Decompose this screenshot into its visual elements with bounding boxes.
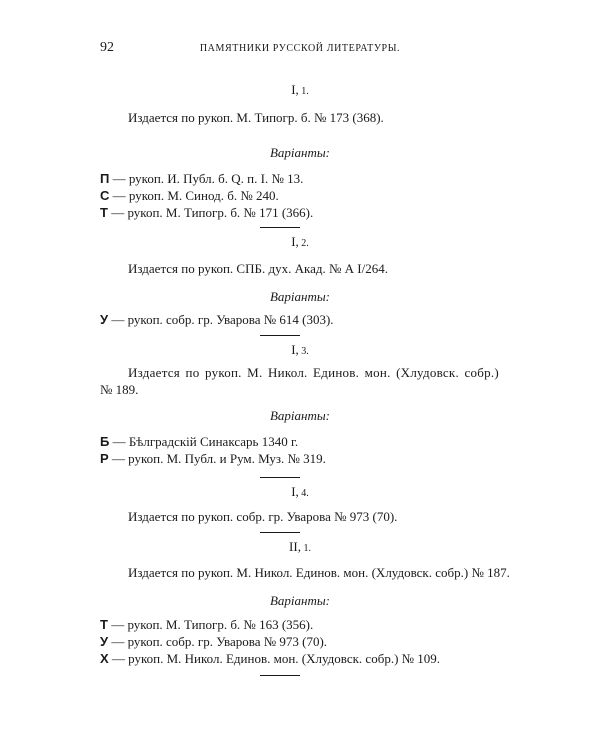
source-note: Издается по рукоп. М. Никол. Единов. мон. (Хлудовск. собр.) bbox=[128, 365, 499, 380]
variant-siglum: Т bbox=[100, 617, 108, 632]
variant-text: — рукоп. собр. гр. Уварова № 973 (70). bbox=[108, 634, 328, 649]
variant-text: — рукоп. М. Типогр. б. № 171 (366). bbox=[107, 205, 314, 220]
section-divider bbox=[260, 335, 300, 336]
variant-text: — рукоп. М. Синод. б. № 240. bbox=[109, 188, 279, 203]
variant-siglum: У bbox=[100, 312, 109, 327]
variant-siglum: Т bbox=[100, 205, 108, 220]
source-note: Издается по рукоп. М. Типогр. б. № 173 (368). bbox=[128, 110, 384, 125]
variants-label: Варіанты: bbox=[269, 289, 331, 304]
section-heading-subnumber: 1. bbox=[298, 86, 309, 97]
section-divider bbox=[260, 675, 300, 676]
section-heading-subnumber: 3. bbox=[298, 346, 309, 357]
section-heading-number: I, bbox=[291, 234, 299, 249]
variant-text: — рукоп. собр. гр. Уварова № 614 (303). bbox=[108, 312, 334, 327]
variant-entry bbox=[100, 651, 440, 667]
section-heading-subnumber: 4. bbox=[298, 488, 309, 499]
variant-entry bbox=[100, 634, 327, 650]
variant-entry bbox=[100, 171, 303, 187]
section-heading bbox=[0, 82, 600, 98]
source-note: Издается по рукоп. М. Никол. Единов. мон. (Хлудовск. собр.) № 187. bbox=[128, 565, 510, 580]
variant-entry bbox=[100, 434, 298, 450]
section-heading bbox=[0, 234, 600, 250]
variant-entry bbox=[100, 451, 326, 467]
variant-entry bbox=[100, 205, 313, 221]
variants-label: Варіанты: bbox=[269, 593, 331, 608]
section-divider bbox=[260, 227, 300, 228]
source-note: Издается по рукоп. собр. гр. Уварова № 973 (70). bbox=[128, 509, 398, 524]
section-heading-subnumber: 2. bbox=[298, 238, 309, 249]
variant-siglum: С bbox=[100, 188, 110, 203]
variant-text: — рукоп. М. Публ. и Рум. Муз. № 319. bbox=[108, 451, 326, 466]
section-heading-subnumber: 1. bbox=[300, 543, 311, 554]
variant-text: — рукоп. И. Публ. б. Q. п. I. № 13. bbox=[109, 171, 304, 186]
variant-entry bbox=[100, 617, 313, 633]
page-number: 92 bbox=[100, 40, 114, 55]
variant-siglum: Б bbox=[100, 434, 110, 449]
section-divider bbox=[260, 532, 300, 533]
source-note-continuation: № 189. bbox=[100, 382, 139, 397]
variant-siglum: П bbox=[100, 171, 110, 186]
section-heading bbox=[0, 484, 600, 500]
variant-entry bbox=[100, 312, 334, 328]
variant-text: — рукоп. М. Типогр. б. № 163 (356). bbox=[107, 617, 314, 632]
source-note: Издается по рукоп. СПБ. дух. Акад. № А I/264. bbox=[128, 261, 388, 276]
variant-siglum: У bbox=[100, 634, 109, 649]
section-heading-number: I, bbox=[291, 484, 299, 499]
section-heading bbox=[0, 342, 600, 358]
variant-entry bbox=[100, 188, 279, 204]
section-heading-number: I, bbox=[291, 82, 299, 97]
section-heading bbox=[0, 539, 600, 555]
variants-label: Варіанты: bbox=[269, 145, 331, 160]
variant-siglum: Р bbox=[100, 451, 109, 466]
variants-label: Варіанты: bbox=[269, 408, 331, 423]
variant-text: — Бѣлградскій Синаксарь 1340 г. bbox=[109, 434, 299, 449]
section-heading-number: II, bbox=[289, 539, 301, 554]
section-divider bbox=[260, 477, 300, 478]
variant-siglum: Х bbox=[100, 651, 109, 666]
variant-text: — рукоп. М. Никол. Единов. мон. (Хлудовск. собр.) № 109. bbox=[108, 651, 441, 666]
section-heading-number: I, bbox=[291, 342, 299, 357]
running-title: ПАМЯТНИКИ РУССКОЙ ЛИТЕРАТУРЫ. bbox=[199, 43, 401, 54]
